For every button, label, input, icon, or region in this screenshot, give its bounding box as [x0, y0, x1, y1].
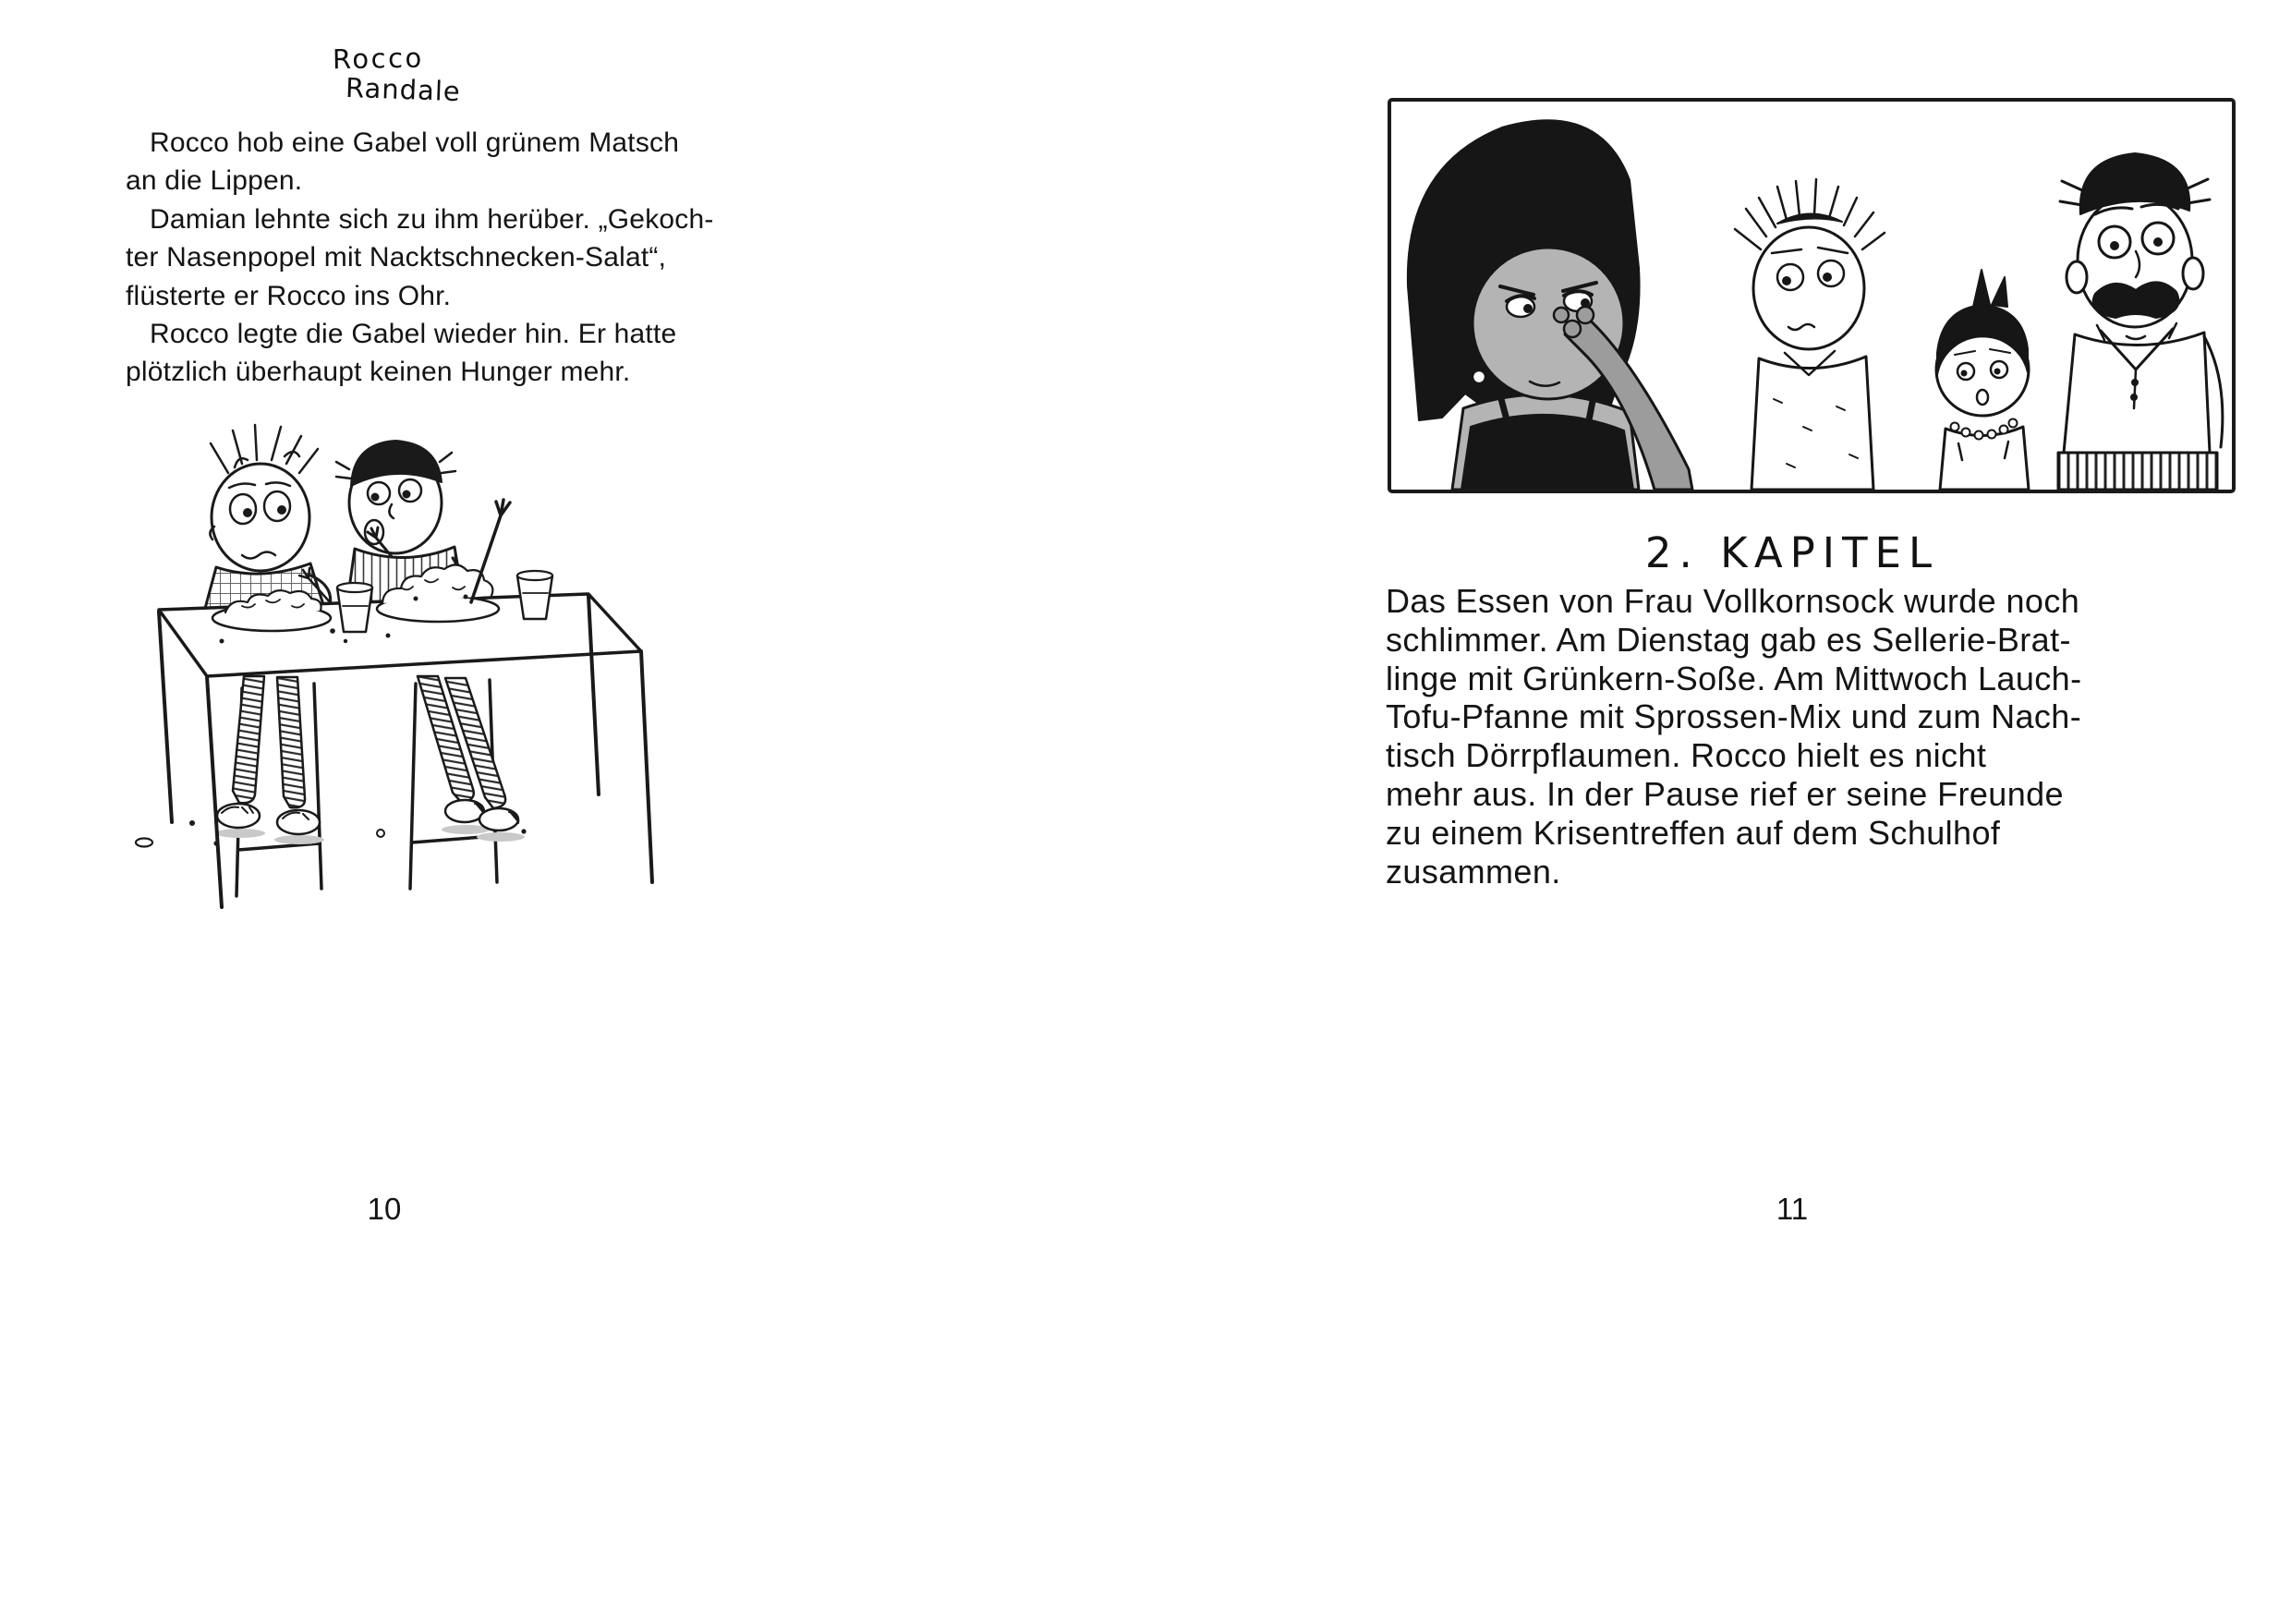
text-line: schlimmer. Am Dienstag gab es Sellerie-Brat-	[1386, 620, 2071, 659]
boys-eating-illustration	[103, 416, 658, 924]
text-line: plötzlich überhaupt keinen Hunger mehr.	[126, 357, 631, 388]
girl	[1936, 270, 2029, 490]
table	[159, 594, 652, 907]
boy	[1735, 179, 1885, 490]
page-number-right: 11	[1776, 1192, 1809, 1226]
text-line: zusammen.	[1386, 852, 1561, 891]
text-line: Rocco legte die Gabel wieder hin. Er hatte	[150, 319, 677, 350]
family-illustration-frame	[1388, 98, 2236, 493]
crumb-bean	[136, 839, 152, 847]
crumb-ring	[377, 830, 384, 837]
boys-eating-svg	[103, 416, 658, 919]
text-line: zu einem Krisentreffen auf dem Schulhof	[1386, 813, 2001, 852]
chapter-heading: 2. KAPITEL	[1644, 528, 1940, 577]
text-line: flüsterte er Rocco ins Ohr.	[126, 280, 452, 311]
father	[2058, 153, 2223, 490]
text-line: tisch Dörrpflaumen. Rocco hielt es nicht	[1386, 736, 1987, 775]
left-page-text	[126, 124, 714, 392]
text-line: ter Nasenpopel mit Nacktschnecken-Salat“,	[126, 242, 667, 273]
logo-line-2: Randale	[345, 71, 462, 108]
text-line: Tofu-Pfanne mit Sprossen-Mix und zum Nach-	[1386, 697, 2082, 736]
mother	[1408, 120, 1692, 490]
text-line: mehr aus. In der Pause rief er seine Freunde	[1386, 774, 2064, 813]
text-line: linge mit Grünkern-Soße. Am Mittwoch Lauch-	[1386, 659, 2082, 697]
family-illustration-svg	[1391, 102, 2232, 490]
left-boy-legs	[217, 676, 320, 834]
logo-line-1: Rocco	[332, 42, 425, 76]
page-number-left: 10	[367, 1192, 402, 1226]
text-line: an die Lippen.	[126, 165, 303, 197]
text-line: Das Essen von Frau Vollkornsock wurde noch	[1386, 582, 2080, 620]
text-line: Damian lehnte sich zu ihm herüber. „Gekoch-	[150, 203, 714, 235]
floor-shadows	[215, 825, 525, 844]
right-boy-legs	[418, 676, 518, 830]
boy-rocco	[203, 425, 335, 616]
text-line: Rocco hob eine Gabel voll grünem Matsch	[150, 127, 680, 158]
right-page-text	[1386, 582, 2081, 891]
series-logo	[332, 42, 462, 108]
